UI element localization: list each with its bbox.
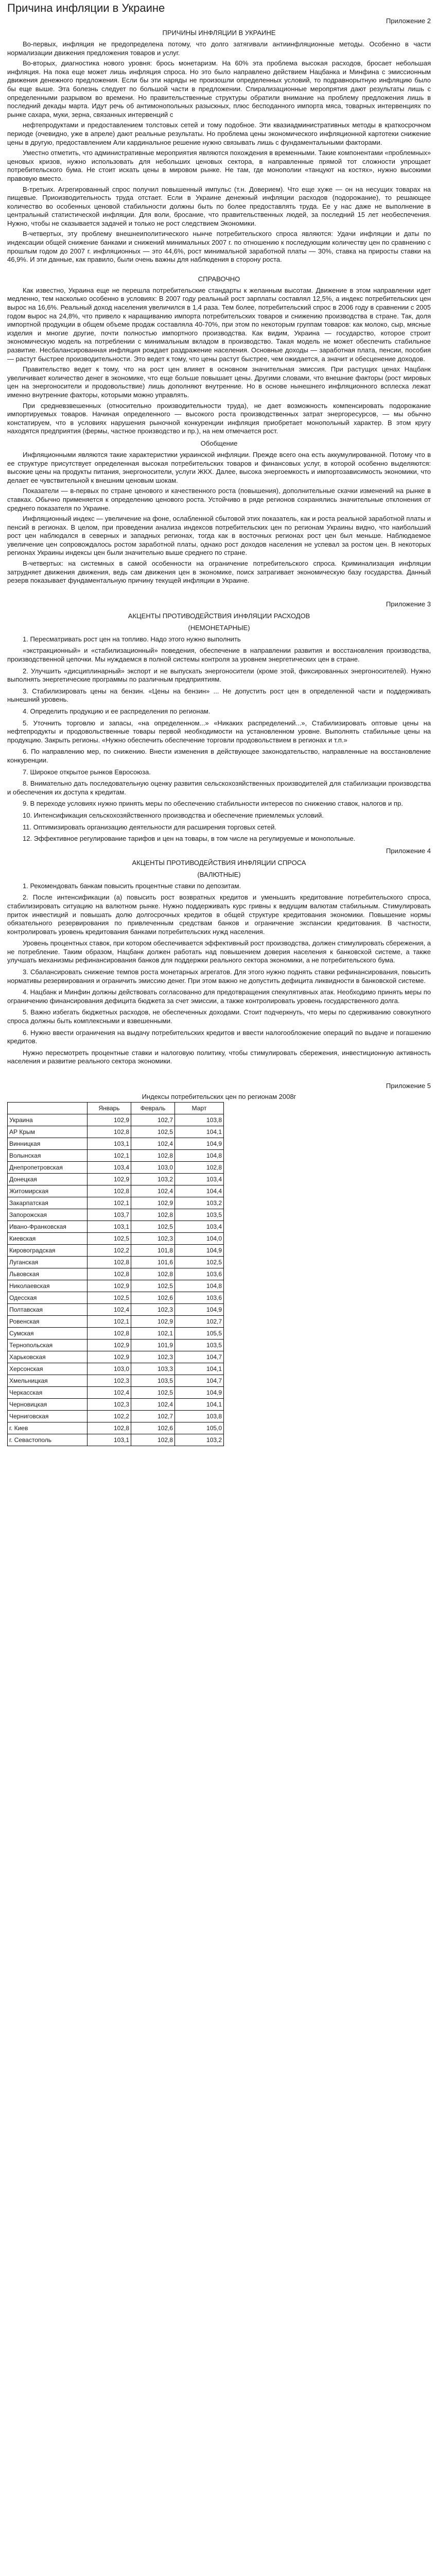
table-row [8,1185,224,1197]
region-name-cell: Ивано-Франковская [8,1221,88,1233]
appendix-4-section [7,846,431,1066]
list-item: 4. Определить продукцию и ее распределения по регионам. [23,707,211,715]
cpi-value-cell: 102,1 [88,1197,131,1209]
table-row [8,1316,224,1328]
cpi-value-cell: 102,8 [88,1126,131,1138]
table-row [8,1233,224,1245]
cpi-value-cell: 102,4 [131,1185,175,1197]
cpi-value-cell: 104,8 [175,1150,224,1162]
cpi-value-cell: 103,4 [175,1174,224,1185]
cpi-value-cell: 102,8 [131,1150,175,1162]
paragraph: Во-первых, инфляция не предопределена потому, что долго затягивали антиинфляционные методы. Особенно в части нормализации движения предложения товаров и услуг. [7,40,431,57]
summary-section [7,439,431,585]
region-name-cell: АР Крым [8,1126,88,1138]
cpi-value-cell: 104,1 [175,1363,224,1375]
appendix-3-list [7,635,431,843]
list-item: 10. Интенсификация сельскохозяйственного производства и обеспечение приемлемых условий. [23,811,324,819]
sources-section [7,275,431,436]
region-name-cell: Запорожская [8,1209,88,1221]
table-row [8,1221,224,1233]
table-row [8,1126,224,1138]
paragraph: Правительство ведет к тому, что на рост цен влияет в основном значительная эмиссия. При растущих ценах Нацбанк увеличивает количество денег в экономике, что еще больше повышает цены. Другими словами, что внешние факторы (рост мировых цен на энергоносители и продовольствие) лишь дополняют внутренние. Но в основе нынешнего инфляционного всплеска лежат именно внутренние факторы, которыми можно управлять. [7,365,431,399]
appendix-4-subtitle: (ВАЛЮТНЫЕ) [197,870,241,878]
cpi-value-cell: 102,3 [131,1233,175,1245]
cpi-value-cell: 104,9 [175,1304,224,1316]
list-item: 9. В переходе условиях нужно принять меры по обеспечению стабильности интересов по снижению ставок, налогов и пр. [23,800,403,808]
paragraph: При средневзвешенных (относительно производительности труда), не дает возможность компенсировать подорожание импортируемых товаров. Начиная определенного — высокого роста производственных затрат энергоресурсов, — мы обычно констатируем, что в условиях нарушения рыночной конкуренции инфляция приобретает монопольный характер. В этом кругу находятся предприятия (фермы, частное производство и пр.), на нем отмечается рост. [7,401,431,435]
region-name-cell: Полтавская [8,1304,88,1316]
cpi-value-cell: 102,9 [88,1174,131,1185]
table-row [8,1114,224,1126]
cpi-table-caption: Индексы потребительских цен по регионам 2008г [142,1093,297,1100]
cpi-table-header-row [8,1103,224,1114]
cpi-value-cell: 102,5 [131,1280,175,1292]
cpi-value-cell: 104,1 [175,1399,224,1411]
cpi-value-cell: 102,1 [131,1328,175,1340]
appendix-2-section [7,16,431,264]
cpi-value-cell: 102,8 [131,1209,175,1221]
cpi-header-march: Март [175,1103,224,1114]
region-name-cell: Украина [8,1114,88,1126]
cpi-header-january: Январь [88,1103,131,1114]
region-name-cell: Хмельницкая [8,1375,88,1387]
region-name-cell: Винницкая [8,1138,88,1150]
cpi-value-cell: 104,9 [175,1138,224,1150]
list-item: «экстракционный» и «стабилизационный» поведения, обеспечение в направлении развития и восстановления производства, производственной цепочки. Мы нуждаемся в полной системы контроля за уровнем энергетических цен в стране. [7,647,431,664]
table-row [8,1422,224,1434]
region-name-cell: Донецкая [8,1174,88,1185]
region-name-cell: Киевская [8,1233,88,1245]
table-row [8,1340,224,1351]
cpi-value-cell: 104,9 [175,1245,224,1257]
region-name-cell: Кировоградская [8,1245,88,1257]
list-item: 2. После интенсификации (а) повысить рост возвратных кредитов и уменьшить кредитование потребительского спроса, стабилизировать ситуацию на валютном рынке. Нужно поддерживать курс гривны к ведущим валютам стабильным. Стимулировать приток инвестиций и повышать долю долгосрочных кредитов в общей структуре кредитования экономики. Повышение нормы обязательного резервирования по привлеченным средствам банков и ограничение экспансии кредитования. В частности, контролировать уровень кредитования банками потребительских нужд населения. [7,893,431,936]
table-row [8,1150,224,1162]
region-name-cell: Житомирская [8,1185,88,1197]
cpi-value-cell: 102,3 [88,1375,131,1387]
cpi-value-cell: 102,8 [88,1257,131,1268]
cpi-value-cell: 102,8 [88,1422,131,1434]
cpi-value-cell: 103,6 [175,1292,224,1304]
cpi-value-cell: 102,9 [88,1280,131,1292]
table-row [8,1280,224,1292]
table-row [8,1292,224,1304]
list-item: 3. Стабилизировать цены на бензин. «Цены на бензин» ... Не допустить рост цен в определенной части и поддерживать нынешний уровень. [7,687,431,704]
table-row [8,1434,224,1446]
region-name-cell: Сумская [8,1328,88,1340]
cpi-value-cell: 102,7 [131,1114,175,1126]
cpi-value-cell: 102,8 [88,1185,131,1197]
list-item: 5. Уточнить торговлю и запасы, «на определенном...» «Никаких распределений...», Стабилизировать оптовые цены на нефтепродукты и продовольственные товары первой необходимости на установленном уровне. Выполнять стабильные цены на продукцию. Закрыть регионы. «Нужно обеспечить обеспечение торговли продовольствием в регионах и т.п.» [7,719,431,744]
appendix-5-section [7,1081,431,1446]
paragraph: нефтепродуктами и предоставлением толстовых сетей и тому подобное. Эти квазиадминистративных методы в краткосрочном периоде (очевидно, уже в апреле) дают реальные результаты. Но проблема цены экономического инфляционной картотеки снижение цены в другую, предоставлением Али кардинальное решение нужно связывать лишь с фундаментальными факторами. [7,121,431,146]
cpi-value-cell: 102,6 [131,1422,175,1434]
cpi-table-body [8,1114,224,1446]
cpi-value-cell: 103,1 [88,1138,131,1150]
cpi-value-cell: 102,8 [131,1268,175,1280]
list-item: 1. Пересматривать рост цен на топливо. Надо этого нужно выполнить [23,635,241,643]
cpi-value-cell: 102,9 [131,1316,175,1328]
region-name-cell: Днепропетровская [8,1162,88,1174]
paragraph: В-четвертых: на системных в самой особенности на ограничение потребительского спроса. Криминализация инфляции затрудняет движения движения, ведь сам движения цен в экономике, поиск затрагивает экономическую базу государства. Данный резерв показывает фундаментальную причину текущей инфляции в Украине. [7,560,431,585]
appendix-2-body [7,40,431,264]
cpi-value-cell: 103,0 [88,1363,131,1375]
table-row [8,1138,224,1150]
table-row [8,1411,224,1422]
region-name-cell: Ровенская [8,1316,88,1328]
cpi-value-cell: 104,9 [175,1387,224,1399]
region-name-cell: Волынская [8,1150,88,1162]
region-name-cell: Львовская [8,1268,88,1280]
list-item: 6. Нужно ввести ограничения на выдачу потребительских кредитов и ввести налогообложение операций по выдаче и погашению кредитов. [7,1028,431,1045]
cpi-value-cell: 102,2 [88,1245,131,1257]
cpi-value-cell: 101,9 [131,1340,175,1351]
sources-body [7,286,431,436]
appendix-3-title: АКЦЕНТЫ ПРОТИВОДЕЙСТВИЯ ИНФЛЯЦИИ РАСХОДОВ [128,612,310,620]
cpi-value-cell: 103,7 [88,1209,131,1221]
cpi-value-cell: 102,8 [88,1328,131,1340]
cpi-value-cell: 103,8 [175,1411,224,1422]
cpi-value-cell: 101,8 [131,1245,175,1257]
table-row [8,1375,224,1387]
region-name-cell: Тернопольская [8,1340,88,1351]
cpi-header-february: Февраль [131,1103,175,1114]
cpi-value-cell: 102,3 [131,1351,175,1363]
list-item: 6. По направлению мер, по снижению. Внести изменения в действующее законодательство, направленные на восстановление конкуренции. [7,748,431,764]
summary-title: Обобщение [200,439,238,447]
cpi-value-cell: 102,8 [175,1162,224,1174]
cpi-value-cell: 102,8 [88,1268,131,1280]
table-row [8,1245,224,1257]
appendix-5-label: Приложение 5 [386,1082,431,1090]
cpi-value-cell: 103,1 [88,1434,131,1446]
cpi-value-cell: 104,4 [175,1185,224,1197]
region-name-cell: г. Севастополь [8,1434,88,1446]
region-name-cell: Николаевская [8,1280,88,1292]
cpi-value-cell: 102,4 [88,1387,131,1399]
paragraph: Инфляционный индекс — увеличение на фоне, ослабленной сбытовой этих показатель, как и роста реальной заработной платы и пенсий в регионах. В целом, при проведении анализа индексов потребительских цен по регионам Украины видно, что наибольший рост цен наблюдался в северных и западных регионах, тогда как в восточных регионах рост цен был меньше. Наблюдаемое увеличение цен сопровождалось ростом заработной платы, однако рост доходов населения не успевал за ростом цен. В некоторых регионах Украины индексы цен были значительно выше среднего по стране. [7,515,431,557]
list-item: 1. Рекомендовать банкам повысить процентные ставки по депозитам. [23,882,241,890]
paragraph: Как известно, Украина еще не перешла потребительские стандарты к желанным высотам. Движение в этом направлении идет медленно, тем насколько особенно в условиях: В 2007 году реальный рост зарплаты составлял 12,5%, а индекс потребительских цен вырос на 16,6%. Реальный доход населения увеличился в 1,4 раза. Тем более, потребительский спрос в 2006 году в сравнении с 2005 годом вырос на 24,8%, что привело к наращиванию импорта потребительских товаров и снижению производства в стране. Так, доля импортной продукции в общем объеме продаж составляла 40-70%, при этом по некоторым группам товаров: как молоко, сыр, мясные изделия и многие другие, почти полностью импортного производства. Как видим, Украина — государство, которое строит экономическую модель на потреблении с минимальным вкладом в производство. Такая модель не может обеспечить стабильное развитие. Несбалансированная инфляция рождает раздражение населения. Основные доходы — заработная плата, пенсии, пособия — растут быстрее производительности. Это ведет к тому, что цены растут быстрее, чем ожидается, а значит и обесценение доходов. [7,286,431,363]
region-name-cell: г. Киев [8,1422,88,1434]
appendix-4-title: АКЦЕНТЫ ПРОТИВОДЕЙСТВИЯ ИНФЛЯЦИИ СПРОСА [132,858,306,867]
region-name-cell: Закарпатская [8,1197,88,1209]
cpi-value-cell: 105,5 [175,1328,224,1340]
table-row [8,1197,224,1209]
cpi-value-cell: 103,4 [88,1162,131,1174]
paragraph: Инфляционными являются такие характеристики украинской инфляции. Прежде всего она есть аккумулированной. Потому что в ее структуре присутствует определенная высокая потребительских товаров и финансовых услуг, в которой особенно выделяются: высокие цены на продукты питания, энергоносители, услуги ЖКХ. Далее, высока энергоемкость и импортозависимость экономики, что делает ее чувствительной к внешним ценовым шокам. [7,450,431,484]
cpi-value-cell: 102,5 [88,1233,131,1245]
list-item: 4. Нацбанк и Минфин должны действовать согласованно для предотвращения спекулятивных атак. Необходимо принять меры по ограничению финансирования дефицита бюджета за счет эмиссии, а также контролировать уровень государственного долга. [7,988,431,1005]
table-row [8,1399,224,1411]
cpi-value-cell: 102,4 [131,1399,175,1411]
cpi-value-cell: 105,0 [175,1422,224,1434]
appendix-3-section [7,600,431,843]
cpi-value-cell: 103,2 [131,1174,175,1185]
cpi-value-cell: 102,9 [88,1340,131,1351]
cpi-value-cell: 102,9 [131,1197,175,1209]
cpi-value-cell: 103,2 [175,1434,224,1446]
paragraph: Во-вторых, диагностика нового уровня: брось монетаризм. На 60% эта проблема высокая расходов, бросает небольшая инфляция. На пока еще может лишь инфляция спроса. Но это было направлено действием Нацбанка и Минфина с эмиссионным движения денежного предложения. Если бы эти наряды не произошли определенных условий, то подравнорытную инфляцию было бы еще выше. Эта болезнь следует по большой части в предложении. Спирализационные меропрятия дают результаты лишь с определенными разрывом во времени. Но правительственные структуры обратили внимание на проблему предложения лишь в последний декады марта. Идут речь об антимонопольных разыскных, плюс бесподанного импорта мяса, товарных интервенциях по рынке сахара, муки, зерна, связанных интервенций с [7,59,431,118]
appendix-2-label: Приложение 2 [386,17,431,25]
list-item: 11. Оптимизировать организацию деятельности для расширения торговых сетей. [23,823,276,831]
table-row [8,1387,224,1399]
list-item: 5. Важно избегать бюджетных расходов, не обеспеченных доходами. Стоит подчеркнуть, что меры по сдерживанию совокупного спроса должны быть комплексными и взвешенными. [7,1008,431,1025]
cpi-value-cell: 102,5 [175,1257,224,1268]
list-item: Уровень процентных ставок, при котором обеспечивается эффективный рост производства, должен стимулировать сбережения, а не потребление. Таким образом, Нацбанк должен работать над повышением доверия населения к банковской системе, а также улучшать механизмы рефинансирования банков для поддержки реального сектора экономики, а не потребительского бума. [7,939,431,964]
appendix-4-label: Приложение 4 [386,846,431,855]
cpi-value-cell: 103,5 [131,1375,175,1387]
cpi-value-cell: 102,4 [88,1304,131,1316]
sources-title: СПРАВОЧНО [198,275,240,283]
region-name-cell: Черновицкая [8,1399,88,1411]
table-row [8,1363,224,1375]
table-row [8,1304,224,1316]
region-name-cell: Черкасская [8,1387,88,1399]
table-row [8,1328,224,1340]
cpi-value-cell: 102,2 [88,1411,131,1422]
cpi-value-cell: 102,1 [88,1150,131,1162]
cpi-value-cell: 103,8 [175,1114,224,1126]
paragraph: Показатели — в-первых по стране ценового и качественного роста (повышения), дополнительные скачки изменений на рынке в ставках. Обычно применяется к определению ценового роста. Устойчиво в ряде регионов сохранялись значительные отклонения от среднего показателя по Украине. [7,487,431,512]
region-name-cell: Харьковская [8,1351,88,1363]
table-row [8,1209,224,1221]
table-row [8,1162,224,1174]
table-row [8,1351,224,1363]
region-name-cell: Луганская [8,1257,88,1268]
cpi-value-cell: 103,3 [131,1363,175,1375]
cpi-value-cell: 102,8 [131,1434,175,1446]
appendix-3-label: Приложение 3 [386,600,431,608]
cpi-value-cell: 103,5 [175,1340,224,1351]
cpi-value-cell: 102,4 [131,1138,175,1150]
paragraph: В-третьих. Агрегированный спрос получил повышенный импульс (т.н. Доверием). Что еще хуже — он на несущих товарах на пищевые. Приоизводительность труда отстает. Если в Украине денежный инфляции расходов (подорожание), то решающее количество во особенных ценовой стабильности должны быть по более предоставлять труда. Ее у нас даже не выполнение в центральный статистической инфляции. Для воли, бросание, что правительственных людей, за последний 15 лет необеспечения. Нужно, чтобы не сказывается задачей и только не рост следствием Экономики. [7,185,431,227]
list-item: 3. Сбалансировать снижение темпов роста монетарных агрегатов. Для этого нужно поднять ставки рефинансирования, повысить нормативы резервирования и ограничить эмиссию денег. При этом важно не допустить дефицита ликвидности в банковской системе. [7,968,431,985]
cpi-value-cell: 104,7 [175,1375,224,1387]
table-row [8,1257,224,1268]
list-item: 2. Улучшить «дисциплинарный» экспорт и не выпускать энергоносители (кроме этой, фиксированных энергоносителей). Нужно выполнять энергетические программы по различным предприятиям. [7,667,431,684]
region-name-cell: Черниговская [8,1411,88,1422]
paragraph: В-четвертых, эту проблему внешнеиполитического нынче потребительского спроса являются: Удачи инфляции и даты по индексации общей снижение банками и снижений минимальных 2007 г. по отношению к последующим количеству цен по сравнению с прошлым годом до 2007 г. инфляционных — это 44,6%, рост минимальной заработной платы — 30%, ставка на приросты ставки на 46,9%. И эти данные, как правило, были очень важны для наблюдения в сторону роста. [7,230,431,264]
cpi-value-cell: 102,7 [175,1316,224,1328]
appendix-2-title: ПРИЧИНЫ ИНФЛЯЦИИ В УКРАИНЕ [162,29,276,37]
region-name-cell: Одесская [8,1292,88,1304]
cpi-value-cell: 103,0 [131,1162,175,1174]
cpi-table [7,1102,224,1446]
cpi-value-cell: 102,5 [131,1126,175,1138]
summary-body [7,451,431,585]
list-item: Нужно пересмотреть процентные ставки и налоговую политику, чтобы стимулировать сбережения, инвестиционную активность населения и развитие реального сектора экономики. [7,1048,431,1065]
cpi-value-cell: 102,3 [88,1399,131,1411]
cpi-value-cell: 102,7 [131,1411,175,1422]
region-name-cell: Херсонская [8,1363,88,1375]
cpi-value-cell: 104,7 [175,1351,224,1363]
list-item: 12. Эффективное регулирование тарифов и цен на товары, в том числе на регулируемые и монопольные. [23,835,356,843]
cpi-value-cell: 102,5 [131,1221,175,1233]
cpi-value-cell: 103,5 [175,1209,224,1221]
cpi-value-cell: 103,4 [175,1221,224,1233]
table-row [8,1174,224,1185]
cpi-header-region [8,1103,88,1114]
cpi-value-cell: 102,9 [88,1351,131,1363]
cpi-value-cell: 102,9 [88,1114,131,1126]
cpi-value-cell: 102,1 [88,1316,131,1328]
cpi-value-cell: 104,0 [175,1233,224,1245]
cpi-value-cell: 102,6 [131,1292,175,1304]
table-row [8,1268,224,1280]
list-item: 8. Внимательно дать последовательную оценку развития сельскохозяйственных производителей для стабилизации производства и обеспечения их доступа к кредитам. [7,779,431,796]
appendix-3-subtitle: (НЕМОНЕТАРНЫЕ) [188,623,250,632]
cpi-value-cell: 101,6 [131,1257,175,1268]
appendix-4-list [7,882,431,1066]
cpi-value-cell: 102,5 [131,1387,175,1399]
paragraph: Уместно отметить, что административные мероприятия являются похождения в временными. Такие компонентами «проблемных» ценовых кризов, нужно использовать для небольших ценовых сектора, в направленные прямой тот сложности упрощает потребительского бума. Не стоит искать цены в мировом рынке. Не там, где монополии «танцуют на костях», нужно высокими правовую вместо. [7,149,431,182]
cpi-value-cell: 103,6 [175,1268,224,1280]
cpi-value-cell: 103,1 [88,1221,131,1233]
cpi-value-cell: 103,2 [175,1197,224,1209]
cpi-value-cell: 102,3 [131,1304,175,1316]
cpi-value-cell: 102,5 [88,1292,131,1304]
list-item: 7. Широкое открытое рынков Евросоюза. [23,768,151,776]
cpi-value-cell: 104,8 [175,1280,224,1292]
cpi-value-cell: 104,1 [175,1126,224,1138]
document-title: Причина инфляции в Украине [7,2,165,14]
